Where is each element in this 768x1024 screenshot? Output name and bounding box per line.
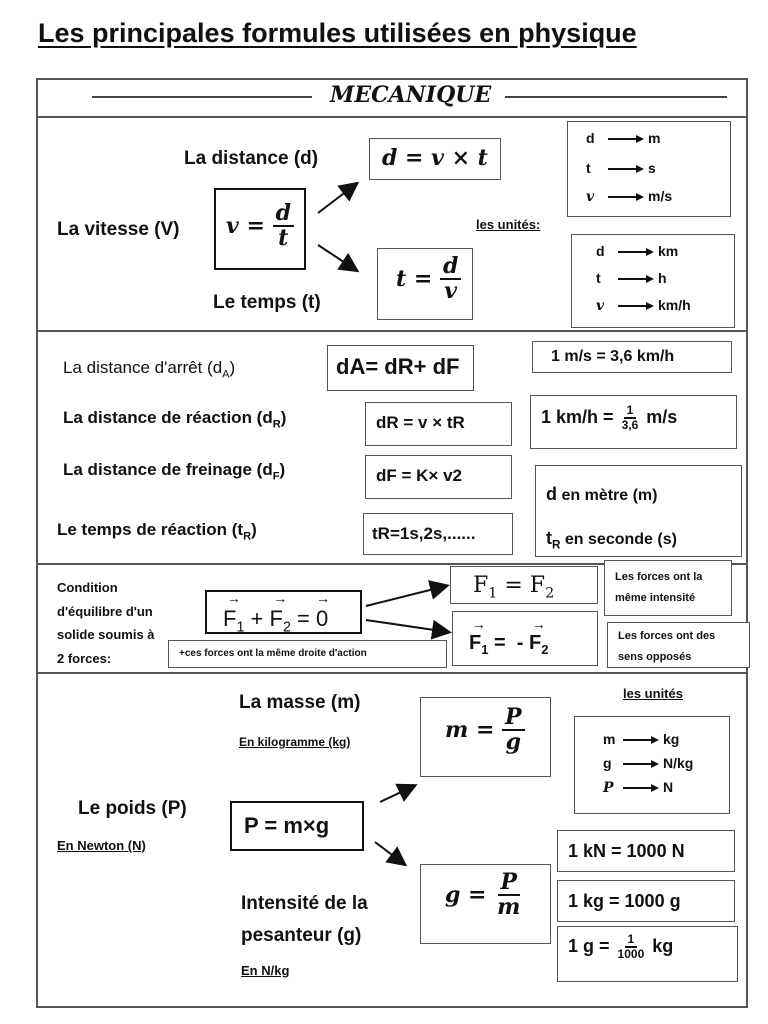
unit-row: v m/s — [586, 188, 673, 205]
units-label-poids: les unités — [623, 686, 683, 701]
unit-row: d m — [586, 130, 661, 146]
desc-opposite: Les forces ont des sens opposés — [618, 630, 716, 663]
formula-tr: tR=1s,2s,...... — [372, 524, 476, 543]
unit-row: P N — [603, 779, 674, 796]
formula-vitesse-den: t — [278, 225, 289, 252]
unit-t-row: $t_R$ en seconde (s) — [546, 528, 677, 552]
unit-row: v km/h — [596, 297, 691, 314]
formula-dr: dR = v × tR — [376, 413, 465, 432]
unit-row: m kg — [603, 731, 680, 747]
arrow-icon — [375, 842, 404, 864]
formula-m: m = $\frac{P}{g}$ — [445, 706, 525, 754]
temps-label: Le temps (t) — [213, 292, 321, 313]
conv-g: 1 g = $\frac{1}{1000}$ kg — [568, 932, 674, 961]
formula-temps-den: v — [444, 278, 458, 305]
formula-vitesse-lhs: v = — [226, 213, 265, 240]
distance-arret-label: La distance d'arrêt $(d_A)$ — [63, 358, 236, 381]
conv-ms-kmh: 1 m/s = 3,6 km/h — [551, 348, 675, 365]
unit-row: d km — [596, 243, 679, 259]
formula-equal: $F_1 = F_2$ — [473, 573, 555, 602]
temps-reaction-label: Le temps de réaction $(t_R)$ — [57, 520, 257, 543]
arrow-icon — [380, 786, 414, 802]
vitesse-label: La vitesse (V) — [57, 219, 180, 240]
units-label-vitesse: les unités: — [476, 217, 541, 232]
desc-equal: Les forces ont la même intensité — [615, 571, 703, 604]
arrow-icon — [318, 245, 356, 270]
page-title: Les principales formules utilisées en physique — [38, 18, 637, 48]
section-title-mecanique: MECANIQUE — [330, 82, 492, 108]
formula-temps-lhs: t = — [396, 266, 433, 293]
poids-label: Le poids (P) — [78, 798, 187, 819]
unit-d-row: d en mètre (m) — [546, 484, 658, 504]
formula-da: dA= dR+ dF — [336, 354, 460, 379]
poids-unit: En Newton (N) — [57, 838, 146, 853]
conv-kn: 1 kN = 1000 N — [568, 841, 685, 861]
formula-sum: → $F_1$ + → $F_2$ = → 0 — [223, 606, 328, 635]
arrow-icon — [318, 184, 356, 213]
formula-temps-num: d — [440, 255, 461, 280]
conv-kg: 1 kg = 1000 g — [568, 891, 681, 911]
condition-equilibre-label: Condition d'équilibre d'un solide soumis à 2 forces: — [57, 580, 155, 666]
formula-vitesse-num: d — [273, 202, 294, 227]
formula-df: dF = K× v2 — [376, 466, 462, 485]
formula-g: g = $\frac{P}{m}$ — [445, 869, 521, 921]
masse-unit: En kilogramme (kg) — [239, 735, 351, 749]
unit-row: t h — [596, 270, 667, 286]
distance-label: La distance (d) — [184, 148, 319, 169]
unit-row: g N/kg — [603, 755, 694, 771]
intensite-label: Intensité de la pesanteur (g) — [241, 893, 368, 946]
intensite-unit: En N/kg — [241, 963, 290, 978]
note-droite-action: +ces forces ont la même droite d'action — [179, 648, 367, 659]
arrow-icon — [366, 620, 448, 632]
arrow-icon — [366, 586, 446, 606]
distance-freinage-label: La distance de freinage $(d_F)$ — [63, 460, 286, 483]
unit-row: t s — [586, 160, 656, 176]
distance-reaction-label: La distance de réaction $(d_R)$ — [63, 408, 287, 431]
masse-label: La masse (m) — [239, 692, 361, 713]
formula-opposite: → $F_1$ = - → $F_2$ — [469, 632, 548, 657]
formula-distance: d = v × t — [382, 145, 488, 171]
conv-kmh-ms: 1 km/h = $\frac{1}{3,6}$ m/s — [541, 403, 678, 432]
formula-p: P = m×g — [244, 813, 330, 838]
